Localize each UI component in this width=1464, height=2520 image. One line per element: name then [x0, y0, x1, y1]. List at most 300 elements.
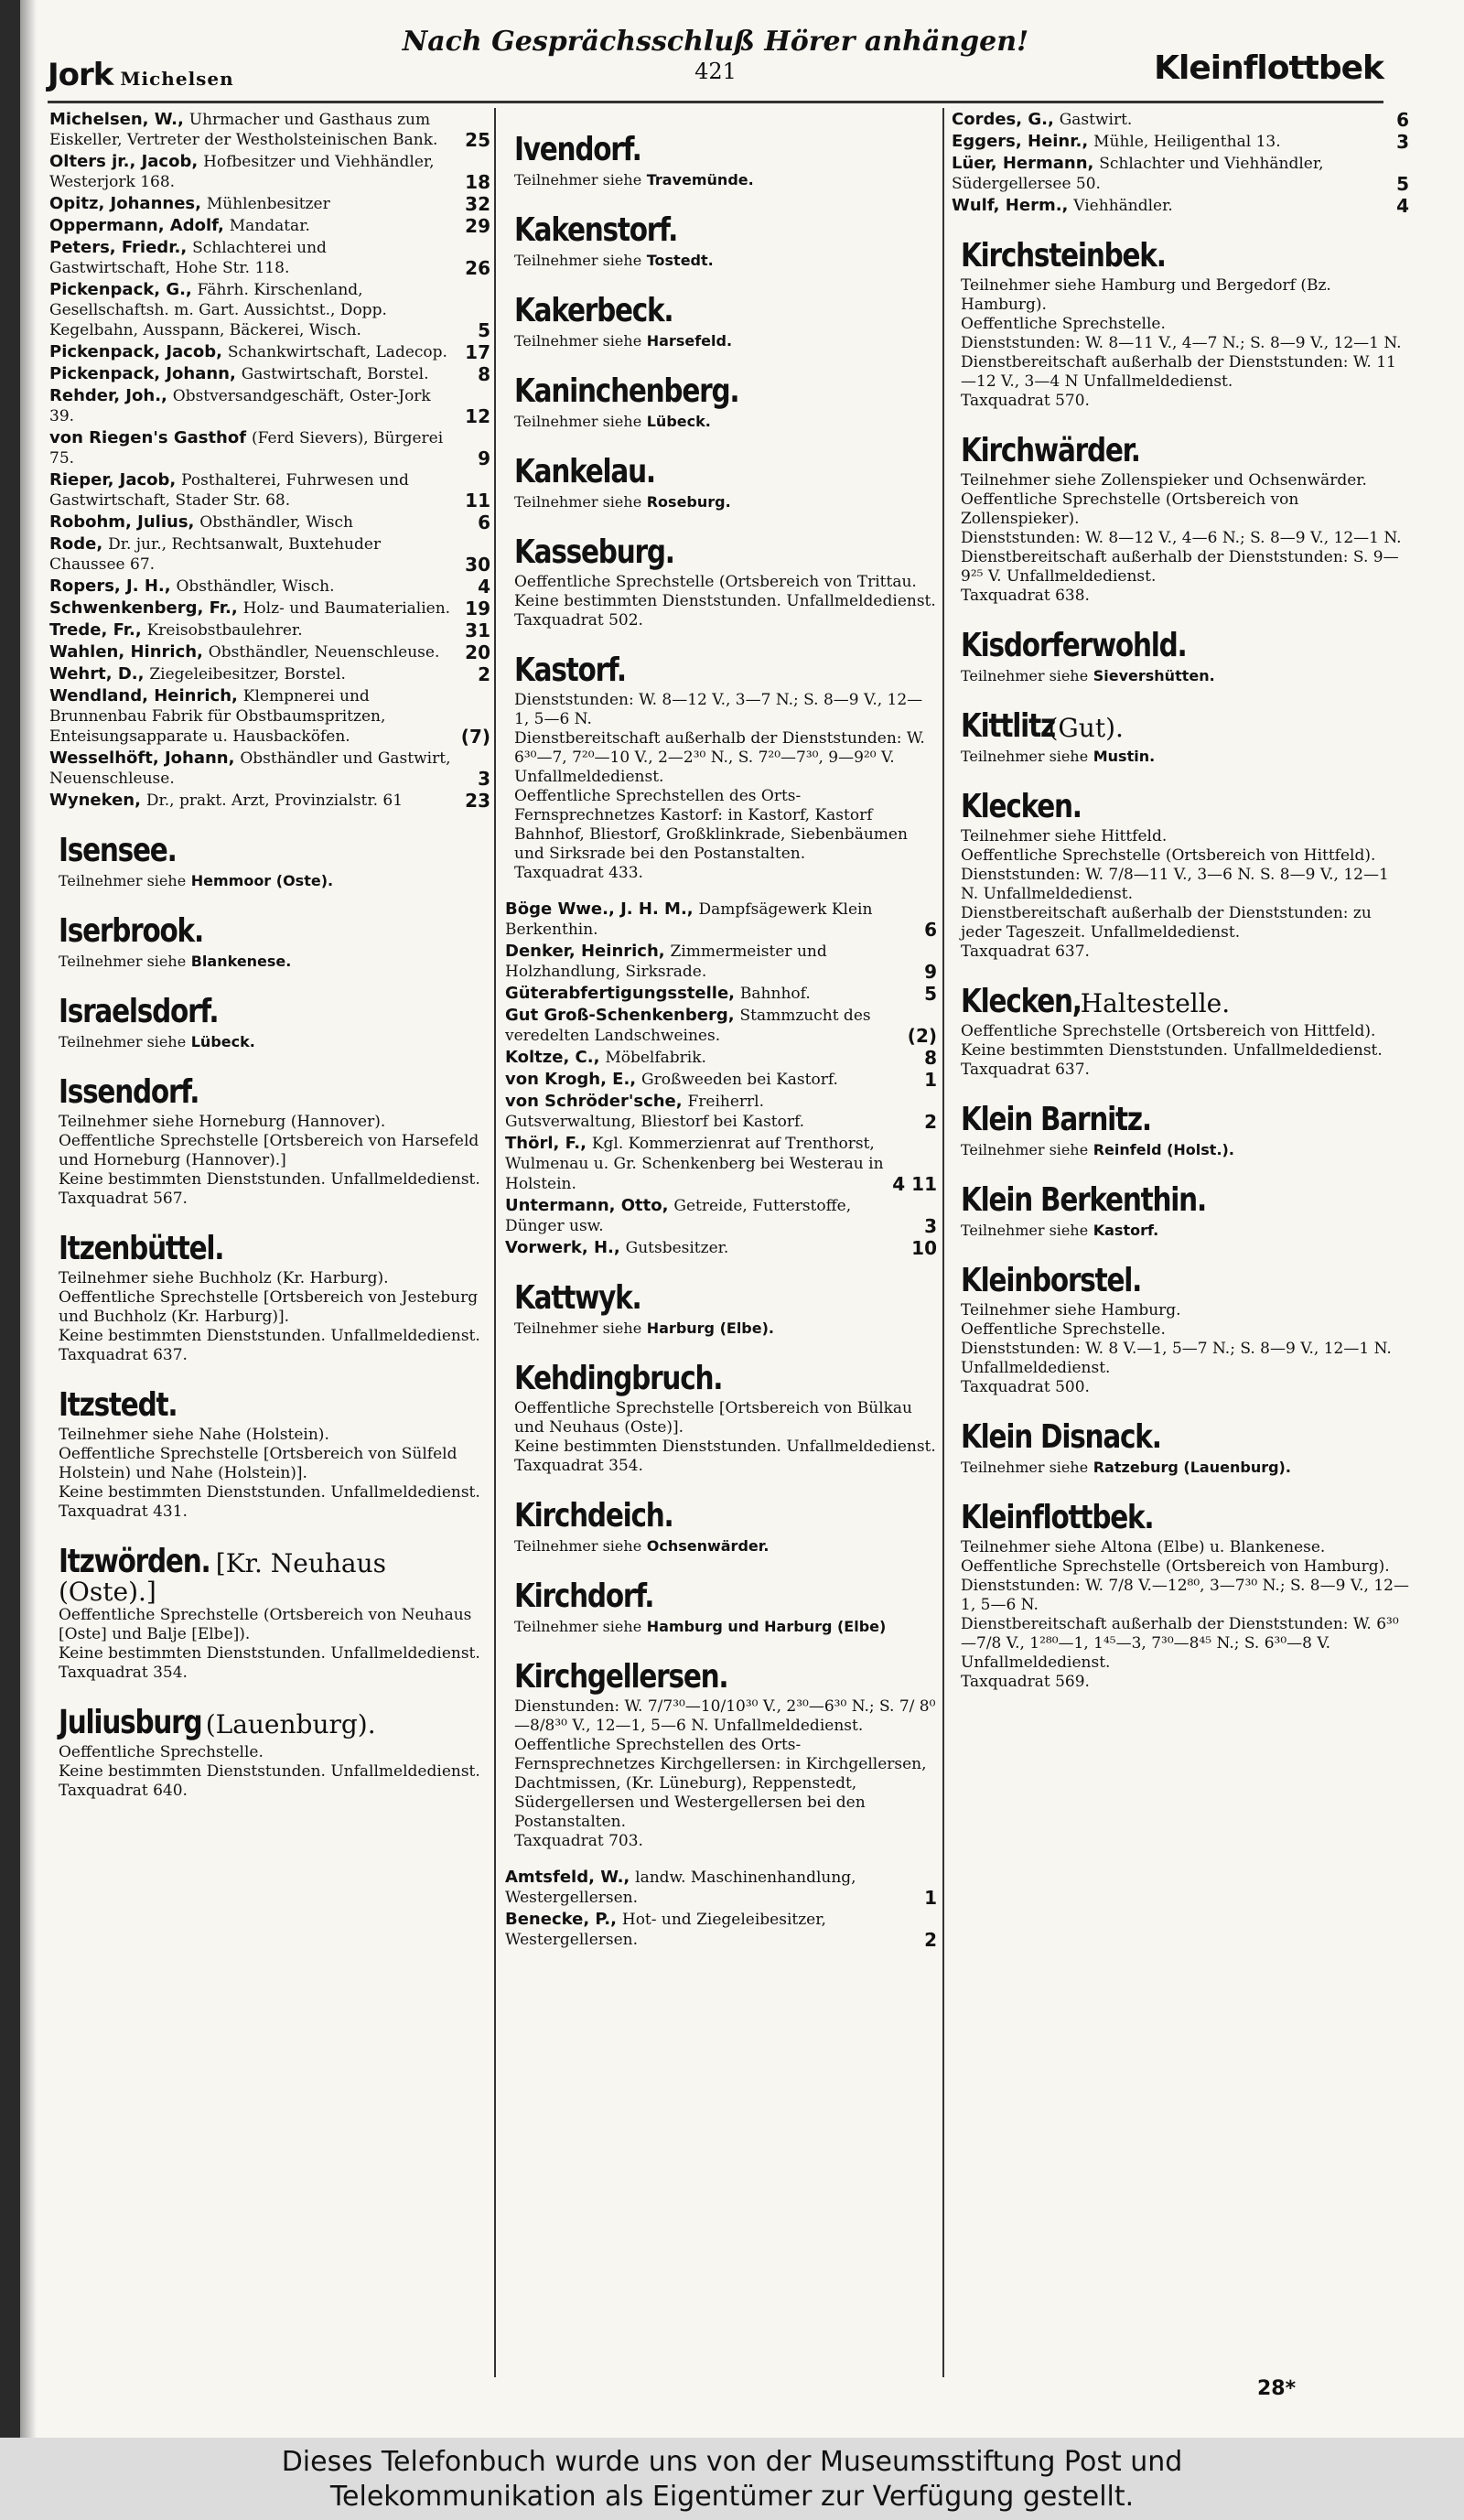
- header-right-title: Kleinflottbek: [1154, 49, 1383, 87]
- phone-number: 4: [478, 576, 490, 598]
- place-heading: [59, 1703, 490, 1743]
- subscriber-details: (Ferd Sievers), Bürgerei 75.: [49, 429, 444, 468]
- subscriber-details: Hot- und Ziegeleibesitzer, Westergellersen.: [505, 1911, 826, 1949]
- place-info-line: Taxquadrat 567.: [59, 1190, 188, 1208]
- subscriber-name: Trede, Fr.,: [49, 620, 142, 640]
- place-title: Kankelau.: [514, 453, 655, 490]
- place-info-line: Oeffentliche Sprechstelle (Ortsbereich von Hittfeld).: [961, 1022, 1376, 1040]
- place-title-extra: [Kr. Neuhaus (Oste).]: [59, 1548, 386, 1607]
- subscriber-name: Benecke, P.,: [505, 1910, 617, 1929]
- place-block: [505, 1278, 937, 1339]
- subscriber-details: Gastwirt.: [1059, 111, 1133, 129]
- place-block: [952, 431, 1409, 606]
- subscriber-entry: [49, 686, 490, 747]
- place-subscriber-ref: [961, 666, 1409, 686]
- phone-number: 4 11: [892, 1173, 937, 1195]
- subscriber-entry: [505, 1868, 937, 1908]
- place-title: Kirchdorf.: [514, 1578, 654, 1615]
- subscriber-entry: [505, 1092, 937, 1132]
- phone-number: 1: [924, 1887, 937, 1909]
- subscriber-name: Thörl, F.,: [505, 1134, 587, 1153]
- phone-number: 6: [478, 512, 490, 533]
- column-rule-1: [494, 108, 496, 2377]
- subscriber-name: Michelsen, W.,: [49, 110, 184, 129]
- subscriber-entry: [952, 196, 1409, 216]
- place-ref-target: Mustin.: [1093, 748, 1156, 765]
- subscriber-entry: [49, 342, 490, 362]
- place-heading: [514, 130, 937, 170]
- place-heading: [961, 1498, 1409, 1538]
- subscriber-details: landw. Maschinenhandlung, Westergellersen.: [505, 1868, 856, 1907]
- place-ref-prefix: Teilnehmer siehe: [961, 1222, 1089, 1239]
- place-heading: [514, 533, 937, 573]
- subscriber-entry: [49, 620, 490, 641]
- phone-number: 2: [924, 1111, 937, 1133]
- place-block: [952, 1498, 1409, 1692]
- place-heading: [59, 992, 490, 1032]
- subscriber-details: Gastwirtschaft, Borstel.: [241, 365, 429, 383]
- place-ref-target: Hemmoor (Oste).: [190, 872, 334, 889]
- place-block: [952, 1100, 1409, 1160]
- subscriber-name: Denker, Heinrich,: [505, 942, 665, 961]
- page-marker: 28*: [1257, 2377, 1297, 2400]
- subscriber-entry: [505, 1238, 937, 1258]
- place-heading: [59, 1229, 490, 1269]
- place-block: [952, 706, 1409, 767]
- subscriber-entry: [49, 791, 490, 811]
- page-header: [48, 26, 1383, 99]
- subscriber-name: von Krogh, E.,: [505, 1070, 637, 1089]
- place-subscriber-ref: [961, 1458, 1409, 1478]
- place-title: Klecken.: [961, 788, 1082, 825]
- place-title: Kirchgellersen.: [514, 1658, 728, 1696]
- place-heading: [59, 831, 490, 871]
- place-info-line: Teilnehmer siehe Horneburg (Hannover).: [59, 1113, 386, 1131]
- place-subscriber-ref: [961, 1140, 1409, 1160]
- subscriber-name: Gut Groß-Schenkenberg,: [505, 1006, 735, 1025]
- subscriber-name: Wendland, Heinrich,: [49, 686, 238, 705]
- place-info-line: Dienststunden: W. 8—12 V., 4—6 N.; S. 8—9 V., 12—1 N.: [961, 529, 1402, 547]
- phone-number: 6: [924, 919, 937, 941]
- place-info-line: Oeffentliche Sprechstelle (Ortsbereich von Trittau.: [514, 573, 917, 591]
- place-block: [952, 1261, 1409, 1397]
- subscriber-name: Amtsfeld, W.,: [505, 1868, 630, 1887]
- place-heading: [514, 1359, 937, 1399]
- place-subscriber-ref: [514, 492, 937, 512]
- place-info-line: Oeffentliche Sprechstelle (Ortsbereich von Neuhaus [Oste] und Balje [Elbe]).: [59, 1606, 472, 1643]
- ownership-footer: [0, 2438, 1464, 2520]
- subscriber-details: Viehhändler.: [1073, 197, 1173, 215]
- subscriber-details: Fährh. Kirschenland, Gesellschaftsh. m. Gart. Aussichtst., Dopp. Kegelbahn, Ausspann, Bäckerei, Wisch.: [49, 281, 387, 339]
- place-info-line: Oeffentliche Sprechstelle [Ortsbereich von Sülfeld Holstein) und Nahe (Holstein)].: [59, 1445, 458, 1482]
- subscriber-entry: [49, 512, 490, 533]
- place-info-line: Dienststunden: W. 8—12 V., 3—7 N.; S. 8—9 V., 12—1, 5—6 N.: [514, 691, 923, 728]
- place-ref-target: Lübeck.: [190, 1033, 255, 1050]
- place-info-line: Dienstbereitschaft außerhalb der Dienststunden: W. 6³⁰—7, 7²⁰—10 V., 2—2³⁰ N., S. 7²⁰—7³⁰, 9—9²⁰ V. Unfallmeldedienst.: [514, 729, 925, 786]
- place-heading: [59, 1542, 490, 1606]
- subscriber-entry: [952, 132, 1409, 152]
- subscriber-entry: [952, 154, 1409, 194]
- subscriber-name: Lüer, Hermann,: [952, 154, 1094, 173]
- place-info-line: Teilnehmer siehe Hittfeld.: [961, 827, 1168, 845]
- phone-number: 12: [465, 405, 490, 427]
- phone-number: 8: [478, 363, 490, 385]
- subscriber-name: Rode,: [49, 534, 103, 554]
- place-title: Itzenbüttel.: [59, 1230, 224, 1267]
- place-ref-target: Lübeck.: [646, 413, 711, 430]
- place-info-line: Oeffentliche Sprechstelle.: [961, 315, 1166, 333]
- subscriber-entry: [49, 470, 490, 511]
- place-title: Kaninchenberg.: [514, 372, 739, 410]
- place-info-line: Teilnehmer siehe Hamburg und Bergedorf (Bz. Hamburg).: [961, 276, 1331, 314]
- phone-number: (2): [907, 1025, 937, 1047]
- place-heading: [514, 372, 937, 412]
- place-subscriber-ref: [514, 251, 937, 271]
- subscriber-entry: [505, 1048, 937, 1068]
- place-ref-prefix: Teilnehmer siehe: [514, 1618, 642, 1635]
- subscriber-name: Ropers, J. H.,: [49, 576, 171, 596]
- spine-shadow: [20, 0, 37, 2438]
- place-list: [505, 130, 937, 883]
- subscriber-details: Möbelfabrik.: [605, 1049, 706, 1067]
- phone-number: 11: [465, 490, 490, 512]
- place-ref-prefix: Teilnehmer siehe: [59, 1033, 187, 1050]
- place-block: [952, 1417, 1409, 1478]
- place-info-line: Dienststunden: W. 7/8—11 V., 3—6 N. S. 8—9 V., 12—1 N. Unfallmeldedienst.: [961, 866, 1389, 903]
- subscriber-details: Dampfsägewerk Klein Berkenthin.: [505, 900, 873, 939]
- column-3: [952, 110, 1409, 1708]
- place-subscriber-ref: [514, 331, 937, 351]
- place-heading: [59, 911, 490, 952]
- phone-number: 5: [924, 983, 937, 1005]
- phone-number: 31: [465, 619, 490, 641]
- place-ref-target: Roseburg.: [646, 493, 731, 511]
- place-ref-target: Tostedt.: [646, 252, 714, 269]
- place-info-line: Oeffentliche Sprechstelle.: [59, 1743, 264, 1761]
- place-ref-target: Ratzeburg (Lauenburg).: [1093, 1459, 1291, 1476]
- place-info-line: Dienstunden: W. 7/7³⁰—10/10³⁰ V., 2³⁰—6³⁰ N.; S. 7/ 8⁰—8/8³⁰ V., 12—1, 5—6 N. Unfallmeldedienst.: [514, 1697, 936, 1735]
- header-rule: [48, 101, 1383, 103]
- place-ref-prefix: Teilnehmer siehe: [59, 953, 187, 970]
- subscriber-entry: [49, 364, 490, 384]
- subscriber-name: Vorwerk, H.,: [505, 1238, 620, 1257]
- subscriber-entry: [505, 1910, 937, 1950]
- subscriber-details: Kreisobstbaulehrer.: [146, 621, 303, 640]
- place-info-line: Teilnehmer siehe Buchholz (Kr. Harburg).: [59, 1269, 389, 1287]
- phone-number: 9: [924, 961, 937, 983]
- place-heading: [514, 651, 937, 691]
- subscriber-entry: [505, 1006, 937, 1046]
- footer-line-2: Telekommunikation als Eigentümer zur Verfügung gestellt.: [329, 2481, 1135, 2513]
- place-ref-prefix: Teilnehmer siehe: [961, 1141, 1089, 1158]
- place-title: Kleinborstel.: [961, 1262, 1142, 1299]
- place-heading: [514, 1278, 937, 1319]
- place-block: [505, 1359, 937, 1476]
- phone-number: 4: [1396, 195, 1409, 217]
- phone-number: 26: [465, 257, 490, 279]
- place-ref-prefix: Teilnehmer siehe: [961, 1459, 1089, 1476]
- place-heading: [961, 706, 1409, 747]
- place-heading: [961, 236, 1409, 276]
- subscriber-details: Obsthändler, Wisch.: [176, 577, 335, 596]
- place-title: Isensee.: [59, 832, 177, 869]
- place-info-line: Keine bestimmten Dienststunden. Unfallmeldedienst.: [59, 1762, 480, 1781]
- place-info-line: Dienststunden: W. 8 V.—1, 5—7 N.; S. 8—9 V., 12—1 N. Unfallmeldedienst.: [961, 1340, 1392, 1377]
- subscriber-entry: [505, 942, 937, 982]
- place-title: Kattwyk.: [514, 1279, 641, 1317]
- subscriber-name: Untermann, Otto,: [505, 1196, 669, 1215]
- place-heading: [961, 787, 1409, 827]
- subscriber-details: Schlachter und Viehhändler, Südergellersee 50.: [952, 155, 1324, 193]
- place-title-extra: Haltestelle.: [1080, 988, 1231, 1018]
- header-left-sub: Michelsen: [120, 68, 234, 90]
- place-title: Itzstedt.: [59, 1386, 178, 1424]
- place-info-line: Dienststunden: W. 8—11 V., 4—7 N.; S. 8—9 V., 12—1 N.: [961, 334, 1402, 352]
- phone-number: 19: [465, 598, 490, 619]
- place-heading: [961, 982, 1409, 1022]
- subscriber-details: Mühlenbesitzer: [206, 195, 330, 213]
- place-list: [505, 1278, 937, 1851]
- subscriber-details: Hofbesitzer und Viehhändler, Westerjork 168.: [49, 153, 435, 191]
- place-title: Kakerbeck.: [514, 292, 673, 329]
- place-info-line: Oeffentliche Sprechstellen des Orts-Fernsprechnetzes Kastorf: in Kastorf, Kastorf Bahnhof, Bliestorf, Großklinkrade, Siebenbäumen und Sirksrade bei den Postanstalten.: [514, 787, 908, 863]
- place-info-line: Taxquadrat 637.: [961, 1061, 1090, 1079]
- place-title: Klein Disnack.: [961, 1418, 1161, 1456]
- place-block: [505, 291, 937, 351]
- place-title: Kleinflottbek.: [961, 1499, 1154, 1536]
- place-heading: [514, 291, 937, 331]
- place-info-line: Keine bestimmten Dienststunden. Unfallmeldedienst.: [59, 1170, 480, 1189]
- phone-number: 2: [478, 663, 490, 685]
- place-block: [505, 372, 937, 432]
- phone-number: 8: [924, 1047, 937, 1069]
- place-block: [505, 210, 937, 271]
- subscriber-details: Ziegeleibesitzer, Borstel.: [149, 665, 346, 684]
- place-info-line: Dienstbereitschaft außerhalb der Dienststunden: zu jeder Tageszeit. Unfallmeldedienst.: [961, 904, 1372, 942]
- subscriber-entry: [505, 984, 937, 1004]
- phone-number: 25: [465, 129, 490, 151]
- subscriber-entry: [49, 194, 490, 214]
- place-subscriber-ref: [514, 1319, 937, 1339]
- place-info-line: Oeffentliche Sprechstelle (Ortsbereich von Zollenspieker).: [961, 490, 1299, 528]
- subscriber-details: Bahnhof.: [739, 985, 811, 1003]
- place-info-line: Keine bestimmten Dienststunden. Unfallmeldedienst.: [961, 1041, 1383, 1060]
- place-info-line: Taxquadrat 354.: [514, 1457, 643, 1475]
- column-2: [505, 110, 937, 1952]
- place-subscriber-ref: [514, 170, 937, 190]
- place-info-line: Oeffentliche Sprechstellen des Orts-Fernsprechnetzes Kirchgellersen: in Kirchgellersen, Dachtmissen, (Kr. Lüneburg), Reppenstedt, Südergellersen und Westergellersen bei den Postanstalten.: [514, 1736, 927, 1831]
- place-heading: [961, 1417, 1409, 1458]
- place-title: Ivendorf.: [514, 131, 641, 168]
- subscriber-details: Holz- und Baumaterialien.: [242, 599, 451, 618]
- place-ref-target: Harburg (Elbe).: [646, 1319, 774, 1337]
- place-info-line: Oeffentliche Sprechstelle [Ortsbereich von Bülkau und Neuhaus (Oste)].: [514, 1399, 913, 1437]
- subscriber-name: Pickenpack, G.,: [49, 280, 192, 299]
- place-subscriber-ref: [514, 1536, 937, 1556]
- place-heading: [59, 1072, 490, 1113]
- place-title: Juliusburg: [59, 1704, 202, 1741]
- subscriber-details: Gutsbesitzer.: [625, 1239, 729, 1257]
- subscriber-entry: [505, 1070, 937, 1090]
- subscriber-name: Oppermann, Adolf,: [49, 216, 224, 235]
- entry-list: [505, 1868, 937, 1950]
- phone-number: 29: [465, 215, 490, 237]
- place-info-line: Taxquadrat 569.: [961, 1673, 1090, 1691]
- subscriber-name: Böge Wwe., J. H. M.,: [505, 899, 694, 919]
- place-info-line: Keine bestimmten Dienststunden. Unfallmeldedienst.: [59, 1483, 480, 1502]
- place-ref-target: Harsefeld.: [646, 332, 733, 350]
- phone-number: 20: [465, 641, 490, 663]
- phone-number: 3: [1396, 131, 1409, 153]
- place-info-line: Oeffentliche Sprechstelle [Ortsbereich von Harsefeld und Horneburg (Hannover).]: [59, 1132, 479, 1169]
- place-block: [505, 533, 937, 630]
- subscriber-entry: [49, 664, 490, 684]
- place-info-line: Oeffentliche Sprechstelle.: [961, 1320, 1166, 1339]
- place-subscriber-ref: [59, 871, 490, 891]
- subscriber-name: Wehrt, D.,: [49, 664, 145, 684]
- place-block: [49, 1703, 490, 1801]
- subscriber-entry: [505, 899, 937, 940]
- subscriber-details: Klempnerei und Brunnenbau Fabrik für Obstbaumspritzen, Enteisungsapparate u. Hausbacköfen.: [49, 687, 386, 746]
- subscriber-entry: [505, 1134, 937, 1194]
- subscriber-entry: [49, 534, 490, 575]
- phone-number: 17: [465, 341, 490, 363]
- place-title: Israelsdorf.: [59, 993, 219, 1030]
- phone-number: 5: [1396, 173, 1409, 195]
- place-title: Kittlitz: [961, 707, 1055, 745]
- subscriber-entry: [49, 642, 490, 662]
- phone-number: 10: [911, 1237, 937, 1259]
- place-block: [952, 787, 1409, 962]
- subscriber-details: Kgl. Kommerzienrat auf Trenthorst, Wulmenau u. Gr. Schenkenberg bei Westerau in Holstein.: [505, 1135, 884, 1193]
- subscriber-entry: [952, 110, 1409, 130]
- place-info-line: Dienstbereitschaft außerhalb der Dienststunden: S. 9—9²⁵ V. Unfallmeldedienst.: [961, 548, 1399, 586]
- phone-number: 32: [465, 193, 490, 215]
- place-block: [952, 236, 1409, 411]
- header-left-title: Jork: [48, 57, 113, 93]
- place-info-line: Oeffentliche Sprechstelle (Ortsbereich von Hittfeld).: [961, 846, 1376, 865]
- place-block: [952, 982, 1409, 1080]
- phone-number: 23: [465, 790, 490, 812]
- place-title: Kastorf.: [514, 652, 626, 689]
- place-block: [505, 130, 937, 190]
- place-block: [49, 1542, 490, 1683]
- place-block: [49, 1385, 490, 1522]
- place-heading: [961, 1180, 1409, 1221]
- phone-number: 3: [924, 1215, 937, 1237]
- subscriber-entry: [49, 110, 490, 150]
- phone-number: 5: [478, 319, 490, 341]
- place-info-line: Taxquadrat 500.: [961, 1378, 1090, 1396]
- subscriber-name: Cordes, G.,: [952, 110, 1054, 129]
- place-ref-prefix: Teilnehmer siehe: [514, 252, 642, 269]
- subscriber-details: Mandatar.: [229, 217, 310, 235]
- place-info-line: Keine bestimmten Dienststunden. Unfallmeldedienst.: [59, 1327, 480, 1345]
- phone-number: 1: [924, 1069, 937, 1091]
- place-ref-target: Travemünde.: [646, 171, 754, 188]
- subscriber-entry: [49, 428, 490, 468]
- place-heading: [961, 1100, 1409, 1140]
- header-notice: Nach Gesprächsschluß Hörer anhängen!: [402, 26, 1029, 58]
- place-info-line: Taxquadrat 703.: [514, 1832, 643, 1850]
- subscriber-details: Obsthändler und Gastwirt, Neuenschleuse.: [49, 749, 451, 788]
- subscriber-entry: [49, 598, 490, 619]
- place-block: [49, 1072, 490, 1209]
- phone-number: 30: [465, 554, 490, 576]
- place-ref-prefix: Teilnehmer siehe: [514, 493, 642, 511]
- place-block: [952, 626, 1409, 686]
- place-title: Kirchsteinbek.: [961, 237, 1166, 275]
- phone-number: 18: [465, 171, 490, 193]
- place-heading: [514, 1657, 937, 1697]
- column-1: [49, 110, 490, 1817]
- place-list: [49, 831, 490, 1801]
- subscriber-entry: [49, 386, 490, 426]
- subscriber-entry: [505, 1196, 937, 1236]
- subscriber-name: Wyneken,: [49, 791, 141, 810]
- place-title: Kasseburg.: [514, 533, 674, 571]
- place-info-line: Teilnehmer siehe Hamburg.: [961, 1301, 1181, 1319]
- subscriber-entry: [49, 576, 490, 597]
- subscriber-entry: [49, 748, 490, 789]
- place-ref-target: Hamburg und Harburg (Elbe): [646, 1618, 887, 1635]
- subscriber-name: Pickenpack, Johann,: [49, 364, 236, 383]
- place-info-line: Keine bestimmten Dienststunden. Unfallmeldedienst.: [59, 1644, 480, 1663]
- place-info-line: Taxquadrat 431.: [59, 1502, 188, 1521]
- place-heading: [59, 1385, 490, 1426]
- subscriber-details: Dr., prakt. Arzt, Provinzialstr. 61: [145, 792, 404, 810]
- place-info-line: Taxquadrat 637.: [961, 942, 1090, 961]
- subscriber-details: Posthalterei, Fuhrwesen und Gastwirtschaft, Stader Str. 68.: [49, 471, 409, 510]
- place-subscriber-ref: [961, 747, 1409, 767]
- header-page-number: 421: [694, 59, 737, 84]
- subscriber-details: Obsthändler, Neuenschleuse.: [208, 643, 440, 662]
- subscriber-entry: [49, 152, 490, 192]
- book-spine: [0, 0, 20, 2438]
- place-block: [505, 1496, 937, 1556]
- place-ref-prefix: Teilnehmer siehe: [514, 1319, 642, 1337]
- subscriber-details: Obsthändler, Wisch: [199, 513, 353, 532]
- place-info-line: Dienstbereitschaft außerhalb der Dienststunden: W. 11—12 V., 3—4 N Unfallmeldedienst.: [961, 353, 1396, 391]
- subscriber-details: Getreide, Futterstoffe, Dünger usw.: [505, 1197, 852, 1235]
- place-title: Itzwörden.: [59, 1543, 210, 1580]
- place-ref-prefix: Teilnehmer siehe: [961, 748, 1089, 765]
- subscriber-details: Dr. jur., Rechtsanwalt, Buxtehuder Chaussee 67.: [49, 535, 382, 574]
- place-info-line: Taxquadrat 638.: [961, 587, 1090, 605]
- phone-number: 2: [924, 1929, 937, 1951]
- place-info-line: Keine bestimmten Dienststunden. Unfallmeldedienst.: [514, 1438, 936, 1456]
- subscriber-name: Opitz, Johannes,: [49, 194, 201, 213]
- place-info-line: Taxquadrat 570.: [961, 392, 1090, 410]
- place-title: Iserbrook.: [59, 912, 203, 950]
- place-info-line: Oeffentliche Sprechstelle (Ortsbereich von Hamburg).: [961, 1557, 1390, 1576]
- subscriber-details: Stammzucht des veredelten Landschweines.: [505, 1007, 871, 1045]
- place-info-line: Dienstbereitschaft außerhalb der Dienststunden: W. 6³⁰—7/8 V., 1²⁸⁰—1, 1⁴⁵—3, 7³⁰—8⁴⁵ N.; S. 6³⁰—8 V. Unfallmeldedienst.: [961, 1615, 1399, 1672]
- place-title-extra: (Gut).: [1048, 713, 1124, 743]
- place-heading: [961, 431, 1409, 471]
- place-info-line: Keine bestimmten Dienststunden. Unfallmeldedienst.: [514, 592, 936, 610]
- phone-number: 6: [1396, 109, 1409, 131]
- phone-number: 9: [478, 447, 490, 469]
- subscriber-name: Wulf, Herm.,: [952, 196, 1069, 215]
- subscriber-name: Eggers, Heinr.,: [952, 132, 1089, 151]
- place-subscriber-ref: [514, 1617, 937, 1637]
- subscriber-details: Großweeden bei Kastorf.: [641, 1071, 838, 1089]
- subscriber-details: Mühle, Heiligenthal 13.: [1093, 133, 1281, 151]
- place-info-line: Teilnehmer siehe Altona (Elbe) u. Blankenese.: [961, 1538, 1326, 1556]
- place-ref-prefix: Teilnehmer siehe: [514, 171, 642, 188]
- subscriber-name: Robohm, Julius,: [49, 512, 195, 532]
